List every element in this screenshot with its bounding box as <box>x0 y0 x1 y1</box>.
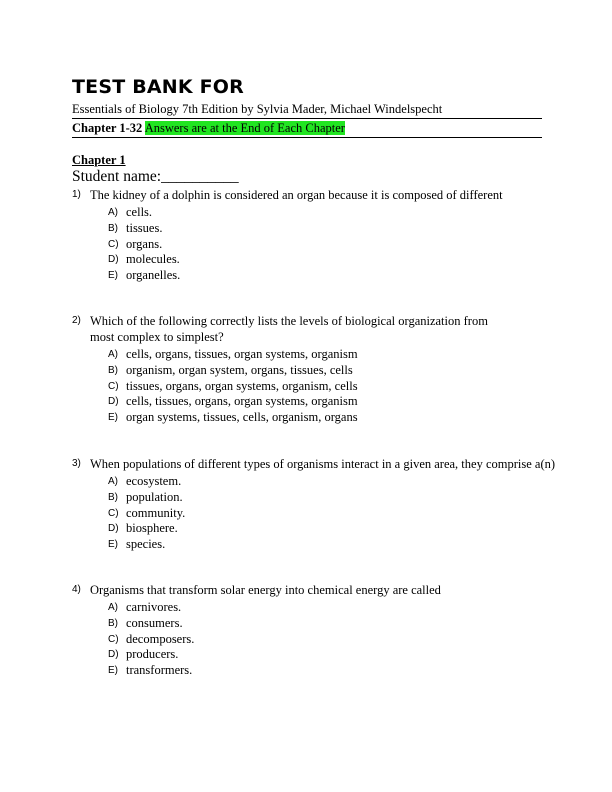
question-stem <box>72 313 542 345</box>
option-letter: D) <box>108 523 119 535</box>
answer-option <box>72 268 542 284</box>
option-letter: C) <box>108 238 119 250</box>
option-letter: E) <box>108 412 118 424</box>
option-letter: B) <box>108 222 118 234</box>
answers-note-highlight: Answers are at the End of Each Chapter <box>144 121 345 135</box>
answer-options <box>72 347 542 426</box>
option-text: producers. <box>126 647 179 662</box>
option-text: ecosystem. <box>126 474 182 488</box>
option-text: decomposers. <box>126 631 195 646</box>
answer-options <box>72 600 542 679</box>
question-number: 1) <box>72 189 81 200</box>
page-title: TEST BANK FOR <box>72 76 244 98</box>
answer-option <box>72 506 542 522</box>
question-text: When populations of different types of organisms interact in a given area, they comprise a(n) <box>90 457 556 471</box>
option-text: population. <box>126 489 183 504</box>
question-2 <box>72 313 542 426</box>
answer-option <box>72 252 542 268</box>
option-text: organism, organ system, organs, tissues, cells <box>126 362 353 377</box>
option-letter: C) <box>108 380 119 392</box>
option-text: organelles. <box>126 268 181 283</box>
option-text: cells, tissues, organs, organ systems, organism <box>126 394 358 409</box>
option-letter: D) <box>108 254 119 266</box>
answer-option <box>72 663 542 679</box>
option-letter: A) <box>108 207 118 218</box>
option-text: community. <box>126 505 186 520</box>
answer-option <box>72 632 542 648</box>
answer-option <box>72 237 542 253</box>
option-text: cells, organs, tissues, organ systems, organism <box>126 347 358 361</box>
option-letter: A) <box>108 602 118 613</box>
question-number: 4) <box>72 584 81 595</box>
answer-option <box>72 410 542 426</box>
header-divider-lower <box>72 137 542 138</box>
answer-option <box>72 347 542 363</box>
answer-option <box>72 490 542 506</box>
chapter-heading: Chapter 1 <box>72 153 126 167</box>
option-letter: B) <box>108 364 118 376</box>
question-text: The kidney of a dolphin is considered an organ because it is composed of different <box>90 188 503 202</box>
option-letter: A) <box>108 476 118 487</box>
option-text: organs. <box>126 236 163 251</box>
answer-option <box>72 647 542 663</box>
question-text: Organisms that transform solar energy into chemical energy are called <box>90 583 441 597</box>
answer-option <box>72 537 542 553</box>
option-text: cells. <box>126 205 153 219</box>
option-text: tissues. <box>126 220 163 235</box>
option-letter: E) <box>108 539 118 551</box>
chapters-label: Chapter 1-32 <box>72 121 143 135</box>
book-subtitle: Essentials of Biology 7th Edition by Sylvia Mader, Michael Windelspecht <box>72 102 443 116</box>
answer-option <box>72 379 542 395</box>
question-stem <box>72 582 542 598</box>
question-4 <box>72 582 542 679</box>
option-text: biosphere. <box>126 521 178 536</box>
option-text: transformers. <box>126 663 193 678</box>
option-letter: B) <box>108 617 118 629</box>
answer-options <box>72 205 542 284</box>
option-letter: E) <box>108 665 118 677</box>
option-text: consumers. <box>126 615 183 630</box>
option-letter: C) <box>108 633 119 645</box>
question-stem <box>72 456 556 472</box>
answer-option <box>72 363 542 379</box>
student-name-field: Student name:__________ <box>72 168 239 185</box>
answer-option <box>72 474 542 490</box>
option-letter: E) <box>108 270 118 282</box>
answer-option <box>72 205 542 221</box>
chapters-line <box>72 121 345 136</box>
question-3 <box>72 456 556 553</box>
answer-options <box>72 474 542 553</box>
option-letter: A) <box>108 349 118 360</box>
option-letter: C) <box>108 507 119 519</box>
option-text: tissues, organs, organ systems, organism, cells <box>126 378 358 393</box>
answer-option <box>72 616 542 632</box>
answer-option <box>72 221 542 237</box>
option-text: carnivores. <box>126 600 182 614</box>
option-text: organ systems, tissues, cells, organism, organs <box>126 410 358 425</box>
answer-option <box>72 600 542 616</box>
question-stem <box>72 187 542 203</box>
option-text: species. <box>126 537 166 552</box>
option-letter: B) <box>108 491 118 503</box>
header-divider <box>72 118 542 119</box>
question-number: 3) <box>72 458 81 469</box>
question-text: Which of the following correctly lists the levels of biological organization from most complex to simplest? <box>90 314 488 344</box>
option-letter: D) <box>108 649 119 661</box>
answer-option <box>72 394 542 410</box>
question-1 <box>72 187 542 284</box>
answer-option <box>72 521 542 537</box>
option-letter: D) <box>108 396 119 408</box>
question-number: 2) <box>72 315 81 326</box>
option-text: molecules. <box>126 252 180 267</box>
